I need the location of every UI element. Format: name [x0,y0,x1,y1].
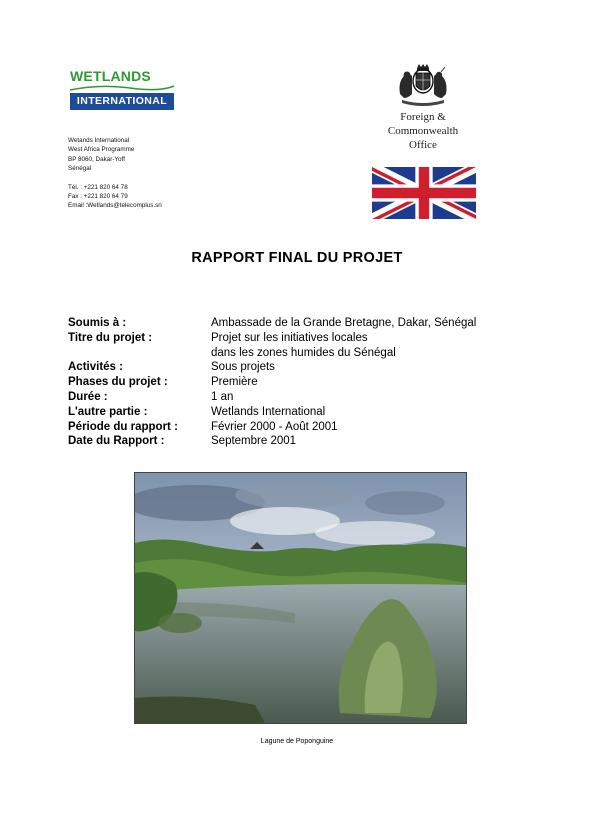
info-value: Ambassade de la Grande Bretagne, Dakar, Sénégal [211,317,477,329]
info-row [68,375,508,390]
info-value: Wetlands International [211,405,326,418]
project-info-table [68,316,508,449]
info-value: Projet sur les initiatives locales [211,331,368,344]
info-value: Février 2000 - Août 2001 [211,420,338,433]
address-programme: West Africa Programme [68,146,135,154]
info-label [68,346,211,361]
wetlands-swoosh-icon [70,83,174,93]
info-row [68,405,508,420]
wetlands-wordmark [70,68,151,84]
info-label: L'autre partie : [68,405,148,418]
wetlands-word: WETLANDS [70,68,151,84]
info-row [68,390,508,405]
info-label: Soumis à : [68,317,127,329]
address-country: Sénégal [68,165,92,173]
address-org: Wetands International [68,137,130,144]
fco-line-2: Commonwealth [387,125,459,137]
info-value: Septembre 2001 [211,435,297,448]
lagoon-photo [134,472,467,724]
info-label: Titre du projet : [68,331,153,344]
info-row [68,420,508,435]
royal-coat-of-arms-icon [388,64,458,108]
info-label: Date du Rapport : [68,435,165,448]
address-email: Email :Wetlands@telecomplus.sn [68,202,162,210]
international-band: INTERNATIONAL [70,93,174,110]
info-label: Durée : [68,390,108,403]
info-row [68,434,508,449]
address-box: BP 8060, Dakar-Yoff [68,155,125,163]
fco-line-3: Office [409,139,437,151]
address-block [68,136,162,211]
info-value: 1 an [211,390,234,403]
photo-caption: Lagune de Poponguine [260,738,334,745]
info-value: dans les zones humides du Sénégal [211,346,396,359]
info-value: Sous projets [211,361,275,374]
info-value: Première [211,376,258,389]
info-row [68,331,508,346]
wetlands-international-logo [70,68,174,112]
lagoon-landscape-image [135,473,466,723]
info-row [68,360,508,375]
fco-wordmark [362,110,484,152]
union-jack-flag-icon [372,167,476,219]
info-label: Activités : [68,361,123,374]
info-row [68,346,508,361]
address-fax: Fax : +221 820 64 79 [68,193,128,201]
fco-line-1: Foreign & [400,111,446,123]
info-row [68,316,508,331]
info-label: Phases du projet : [68,376,168,389]
info-label: Période du rapport : [68,420,178,433]
address-tel: Tél. : +221 820 64 78 [68,183,128,191]
report-title: RAPPORT FINAL DU PROJET [191,250,403,266]
